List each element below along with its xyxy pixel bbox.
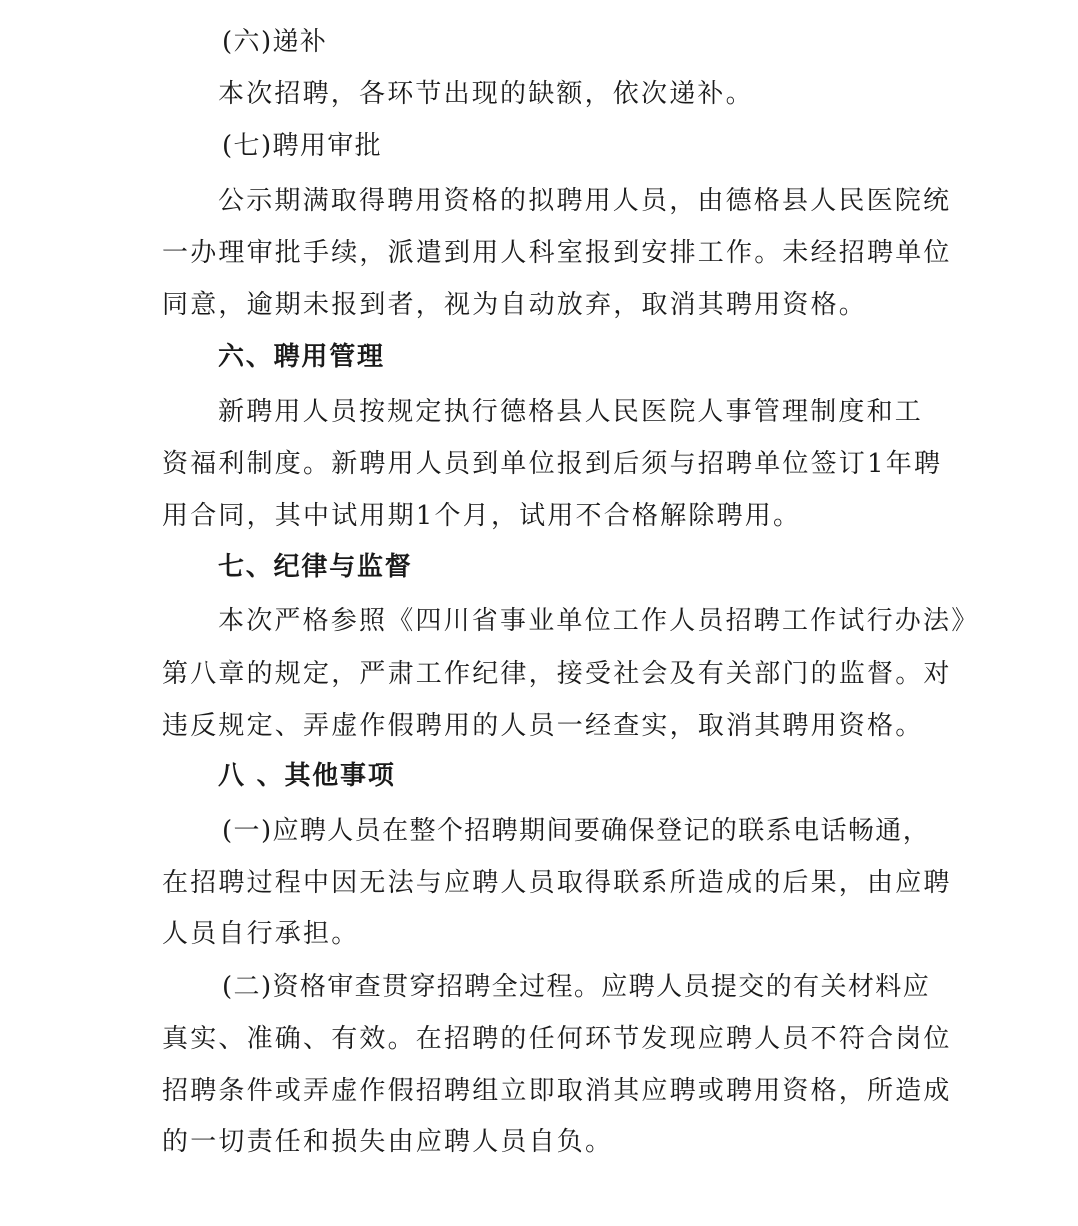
paragraph-line: 本次招聘，各环节出现的缺额，依次递补。 xyxy=(218,79,754,109)
paragraph-line: 同意，逾期未报到者，视为自动放弃，取消其聘用资格。 xyxy=(162,290,868,320)
paragraph-line: (二)资格审查贯穿招聘全过程。应聘人员提交的有关材料应 xyxy=(222,972,931,1002)
section-heading-discipline: 七、纪律与监督 xyxy=(218,552,413,582)
paragraph-line: 用合同，其中试用期1个月，试用不合格解除聘用。 xyxy=(162,501,802,531)
paragraph-line: 的一切责任和损失由应聘人员自负。 xyxy=(162,1127,614,1157)
paragraph-line: 新聘用人员按规定执行德格县人民医院人事管理制度和工 xyxy=(218,397,924,427)
paragraph-line: 资福利制度。新聘用人员到单位报到后须与招聘单位签订1年聘 xyxy=(162,449,943,479)
paragraph-line: 本次严格参照《四川省事业单位工作人员招聘工作试行办法》 xyxy=(218,606,980,636)
paragraph-line: 第八章的规定，严肃工作纪律，接受社会及有关部门的监督。对 xyxy=(162,659,952,689)
section-heading-employment-management: 六、聘用管理 xyxy=(218,342,385,372)
paragraph-line: 人员自行承担。 xyxy=(162,919,360,949)
paragraph-line: 违反规定、弄虚作假聘用的人员一经查实，取消其聘用资格。 xyxy=(162,711,924,741)
subsection-title-approval: (七)聘用审批 xyxy=(222,131,383,161)
section-heading-other-matters: 八 、其他事项 xyxy=(218,761,396,791)
paragraph-line: 一办理审批手续，派遣到用人科室报到安排工作。未经招聘单位 xyxy=(162,238,952,268)
paragraph-line: 招聘条件或弄虚作假招聘组立即取消其应聘或聘用资格，所造成 xyxy=(162,1076,952,1106)
paragraph-line: 在招聘过程中因无法与应聘人员取得联系所造成的后果，由应聘 xyxy=(162,868,952,898)
paragraph-line: 公示期满取得聘用资格的拟聘用人员，由德格县人民医院统 xyxy=(218,186,952,216)
subsection-title-replacement: (六)递补 xyxy=(222,27,328,57)
paragraph-line: 真实、准确、有效。在招聘的任何环节发现应聘人员不符合岗位 xyxy=(162,1024,952,1054)
paragraph-line: (一)应聘人员在整个招聘期间要确保登记的联系电话畅通， xyxy=(222,816,931,846)
